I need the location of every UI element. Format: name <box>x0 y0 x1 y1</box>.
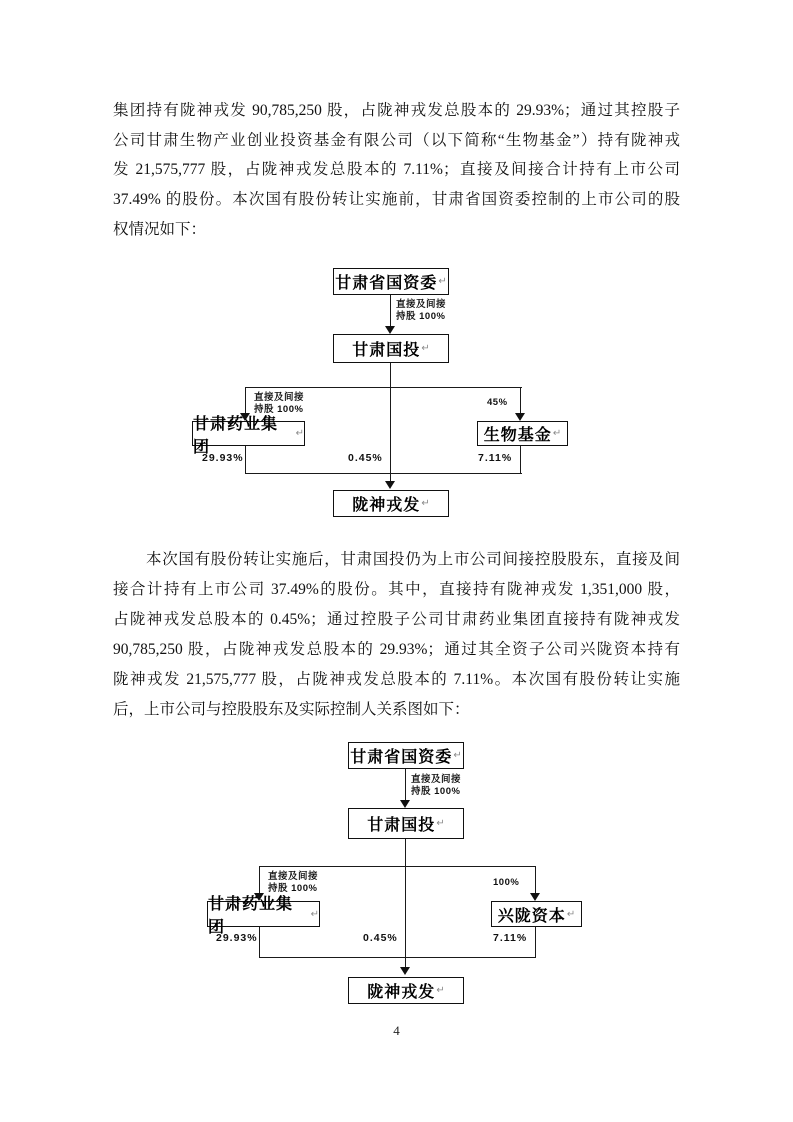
return-mark: ↵ <box>421 498 430 509</box>
edge-label-left: 直接及间接 持股 100% <box>268 871 319 894</box>
pct-label-right: 7.11% <box>478 452 513 464</box>
arrowhead-down-icon <box>400 800 410 808</box>
org-box-label: 陇神戎发 <box>367 984 436 1001</box>
arrowhead-down-icon <box>385 481 395 489</box>
org-box-label: 甘肃国投 <box>352 342 421 359</box>
edge-label-top: 直接及间接 持股 100% <box>411 774 462 797</box>
paragraph-line: 接合计持有上市公司 37.49%的股份。其中，直接持有陇神戎发 1,351,000 股， <box>113 581 680 598</box>
connector-branch-right <box>535 866 536 894</box>
return-mark: ↵ <box>436 985 445 996</box>
paragraph-line: 公司甘肃生物产业创业投资基金有限公司（以下简称“生物基金”）持有陇神戎 <box>113 131 680 149</box>
pct-label-center: 0.45% <box>363 932 398 944</box>
connector-branch-bottom <box>245 473 522 474</box>
pct-label-center: 0.45% <box>348 452 383 464</box>
paragraph-line: 本次国有股份转让实施后，甘肃国投仍为上市公司间接控股股东，直接及间 <box>146 551 680 568</box>
return-mark: ↵ <box>421 343 430 354</box>
page-number: 4 <box>393 1023 400 1038</box>
org-box-label: 陇神戎发 <box>352 497 421 514</box>
org-box-xinglong-capital <box>491 901 582 927</box>
return-mark: ↵ <box>566 908 576 920</box>
return-mark: ↵ <box>438 276 447 287</box>
connector-top-to-mid <box>405 769 406 802</box>
connector-branch-right <box>520 387 521 415</box>
org-box-longshen-rongfa <box>348 977 464 1004</box>
paragraph-before-chart <box>113 96 680 244</box>
arrowhead-down-icon <box>385 326 395 334</box>
paragraph-line: 集团持有陇神戎发 90,785,250 股，占陇神戎发总股本的 29.93%；通过其控股子 <box>113 102 680 119</box>
org-box-label: 甘肃国投 <box>367 817 436 834</box>
return-mark: ↵ <box>552 428 562 439</box>
org-box-label: 甘肃药业集团 <box>193 415 279 456</box>
org-box-bio-fund <box>477 421 568 446</box>
edge-label-left: 直接及间接 持股 100% <box>254 392 305 415</box>
pct-label-left: 29.93% <box>202 452 244 464</box>
connector-mid-to-bottom <box>405 839 406 969</box>
edge-label-right: 100% <box>493 877 520 888</box>
org-box-label: 甘肃药业集团 <box>208 896 294 936</box>
paragraph-line: 发 21,575,777 股，占陇神戎发总股本的 7.11%；直接及间接合计持有上市公司 <box>113 161 680 179</box>
org-box-label: 生物基金 <box>483 427 552 444</box>
connector-top-to-mid <box>390 295 391 328</box>
return-mark: ↵ <box>295 428 304 439</box>
return-mark: ↵ <box>436 818 445 829</box>
connector-branch-left <box>259 866 260 894</box>
paragraph-line: 后，上市公司与控股股东及实际控制人关系图如下： <box>113 701 470 718</box>
org-box-label: 甘肃省国资委 <box>350 749 453 766</box>
connector-right-down <box>520 446 521 474</box>
org-box-label: 兴陇资本 <box>497 907 566 925</box>
pct-label-right: 7.11% <box>493 932 528 944</box>
edge-label-top: 直接及间接 持股 100% <box>396 299 447 322</box>
connector-branch-bottom <box>259 957 536 958</box>
connector-right-down <box>535 927 536 958</box>
org-box-gansu-sasac <box>333 268 449 295</box>
connector-branch-top <box>245 387 522 388</box>
connector-mid-to-bottom <box>390 363 391 482</box>
return-mark: ↵ <box>453 750 462 761</box>
paragraph-line: 陇神戎发 21,575,777 股，占陇神戎发总股本的 7.11%。本次国有股份转让实施 <box>113 671 680 688</box>
connector-branch-top <box>259 866 536 867</box>
org-box-gansu-pharma-group <box>192 415 305 456</box>
pct-label-left: 29.93% <box>216 932 258 944</box>
paragraph-after-chart <box>113 545 680 725</box>
edge-label-right: 45% <box>487 397 508 408</box>
paragraph-line: 权情况如下： <box>113 220 207 238</box>
paragraph-line: 37.49% 的股份。本次国有股份转让实施前，甘肃省国资委控制的上市公司的股 <box>113 191 680 209</box>
org-box-gansu-guotou <box>348 808 464 839</box>
paragraph-line: 90,785,250 股，占陇神戎发总股本的 29.93%；通过其全资子公司兴陇资本持有 <box>113 641 680 658</box>
org-box-longshen-rongfa <box>333 490 449 517</box>
return-mark: ↵ <box>310 908 319 920</box>
arrowhead-down-icon <box>515 413 525 421</box>
org-box-gansu-sasac <box>348 742 464 769</box>
arrowhead-down-icon <box>530 893 540 901</box>
paragraph-line: 占陇神戎发总股本的 0.45%；通过控股子公司甘肃药业集团直接持有陇神戎发 <box>113 611 680 628</box>
org-box-gansu-guotou <box>333 334 449 363</box>
arrowhead-down-icon <box>400 967 410 975</box>
org-box-gansu-pharma-group <box>207 896 320 936</box>
org-box-label: 甘肃省国资委 <box>335 275 438 292</box>
